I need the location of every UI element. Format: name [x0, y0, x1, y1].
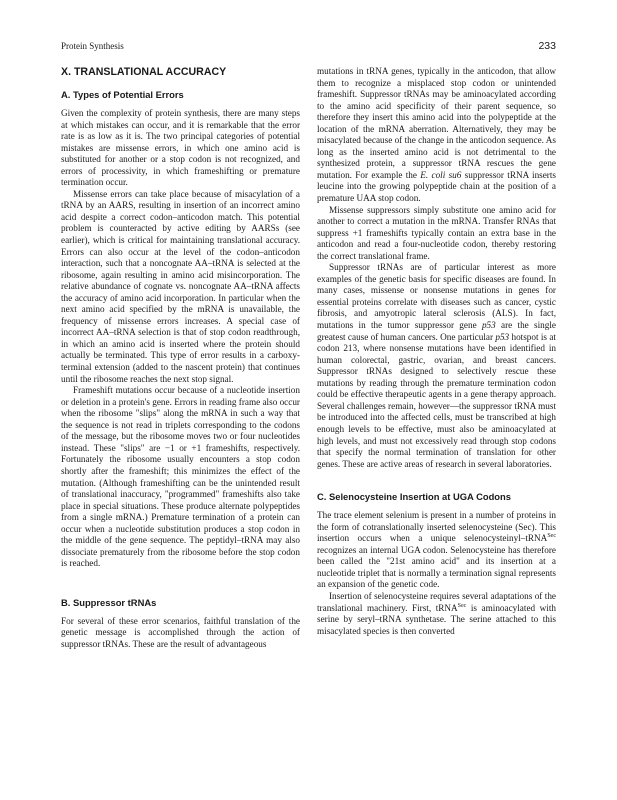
section-a-paragraph-3: Frameshift mutations occur because of a nucleotide insertion or deletion in a protein's gene. Errors in reading frame also occur when the ribosome "slips" along the mRNA in such a way that the sequence is not read in triplets corresponding to the codons of the message, but the ribosome moves two or four nucleotides instead. These "slips" are −1 or +1 frameshifts, respectively. Fortunately the ribosome usually encounters a stop codon shortly after the frameshift; this minimizes the effect of the mutation. (Although frameshifting can be the unintended result of translational inaccuracy, "programmed" frameshifts also take place in special situations. These produce alternate polypeptides from a single mRNA.) Premature termination of a protein can occur when a nucleotide substitution produces a stop codon in the middle of the gene sequence. The peptidyl–tRNA may also dissociate prematurely from the ribosome before the stop codon is reached.	[61, 385, 300, 569]
text-run: mutations in tRNA genes, typically in the anticodon, that allow them to recognize a misplaced stop codon or unintended frameshift. Suppressor tRNAs may be aminoacylated according to the amino acid specificity of their parent sequence, so therefore they insert this amino acid into the polypeptide at the location of the mRNA aberration. Alternatively, they may be misacylated because of the change in the anticodon sequence. As long as the inserted amino acid is not detrimental to the synthesized protein, a suppressor tRNA rescues the gene mutation. For example the	[317, 66, 556, 180]
superscript-sec: Sec	[457, 602, 467, 609]
species-italic: E. coli su6	[420, 169, 462, 180]
text-run: The trace element selenium is present in a number of proteins in the form of cotranslationally inserted selenocysteine (Sec). This insertion occurs when a unique selenocysteinyl–tRNA	[317, 510, 556, 544]
section-c-paragraph-2	[317, 591, 556, 637]
section-a-title: A. Types of Potential Errors	[61, 89, 184, 100]
gene-italic: p53	[495, 331, 510, 342]
superscript-sec: Sec	[547, 533, 556, 540]
text-run: are the single greatest cause of human cancers. One particular	[317, 320, 556, 342]
section-b-paragraph-1: For several of these error scenarios, faithful translation of the genetic message is accomplished through the action of suppressor tRNAs. These are the result of advantageous	[61, 615, 300, 649]
right-column	[317, 66, 556, 637]
section-b-paragraph-2: Missense suppressors simply substitute one amino acid for another to correct a mutation in the mRNA. Transfer RNAs that suppress +1 frameshifts typically contain an extra base in the anticodon and read a four-nucleotide codon, thereby restoring the correct translational frame.	[317, 204, 556, 261]
text-run: recognizes an internal UGA codon. Selenocysteine has therefore been called the "21st amino acid" and its insertion at a nucleotide triplet that is normally a termination signal represents an expansion of the genetic code.	[317, 544, 556, 590]
gene-italic: p53	[481, 320, 496, 331]
text-run: Insertion of selenocysteine requires several adaptations of the translational machinery. First, tRNA	[317, 590, 556, 613]
text-run: hotspot is at codon 213, where nonsense mutations have been identified in human colorectal, gastric, ovarian, and breast cancers. Suppressor tRNAs designed to selectively rescue these mutations by reading through the premature termination codon could be effective therapeutic agents in a gene therapy approach. Several challenges remain, however—the suppressor tRNA must be introduced into the affected cells, must be transcribed at high enough levels to be effective, must also be aminoacylated at high levels, and must not excessively read through stop codons that specify the normal termination of translation for other genes. These are active areas of research in several laboratories.	[317, 331, 556, 469]
text-run: Suppressor tRNAs are of particular interest as more examples of the genetic basis for specific diseases are found. In many cases, missense or nonsense mutations in genes for essential proteins correlate with diseases such as cancer, cystic fibrosis, and amyotropic lateral sclerosis (ALS). In fact, mutations in the tumor suppressor gene	[317, 262, 556, 331]
section-a-paragraph-2: Missense errors can take place because of misacylation of a tRNA by an AARS, resulting in insertion of an incorrect amino acid despite a correct codon–anticodon match. This potential problem is counteracted by active editing by AARSs (see earlier), which is critical for maintaining translational accuracy. Errors can also occur at the level of the codon–anticodon interaction, such that a noncognate AA–tRNA is selected at the ribosome, again resulting in amino acid misincorporation. The relative abundance of cognate vs. noncognate AA–tRNA affects the accuracy of amino acid incorporation. In particular when the next amino acid specified by the mRNA is unavailable, the frequency of missense errors increases. A special case of incorrect AA–tRNA selection is that of stop codon readthrough, in which an amino acid is inserted where the protein should actually be terminated. This type of error results in a carboxy-terminal extension (added to the nascent protein) that continues until the ribosome reaches the next stop signal.	[61, 188, 300, 384]
running-head: Protein Synthesis	[61, 41, 124, 51]
section-b-paragraph-1-continued	[317, 66, 556, 205]
section-c-paragraph-1	[317, 510, 556, 591]
text-run: suppressor tRNA inserts leucine into the growing polypeptide chain at the position of a premature UAA stop codon.	[317, 169, 556, 204]
text-run: is aminoacylated with serine by seryl–tRNA synthetase. The serine attached to this misacylated species is then converted	[317, 602, 556, 636]
section-a-paragraph-1: Given the complexity of protein synthesis, there are many steps at which mistakes can occur, and it is remarkable that the error rate is as low as it is. The two principal categories of potential mistakes are missense errors, in which one amino acid is substituted for another or a stop codon is not recognized, and errors of processivity, in which frameshifting or premature termination occur.	[61, 108, 300, 188]
section-b-title: B. Suppressor tRNAs	[61, 596, 157, 608]
section-x-title: X. TRANSLATIONAL ACCURACY	[61, 66, 227, 78]
section-c-title: C. Selenocysteine Insertion at UGA Codons	[317, 491, 511, 503]
section-b-paragraph-3	[317, 262, 556, 470]
left-column	[61, 66, 300, 651]
page-number: 233	[538, 40, 556, 52]
